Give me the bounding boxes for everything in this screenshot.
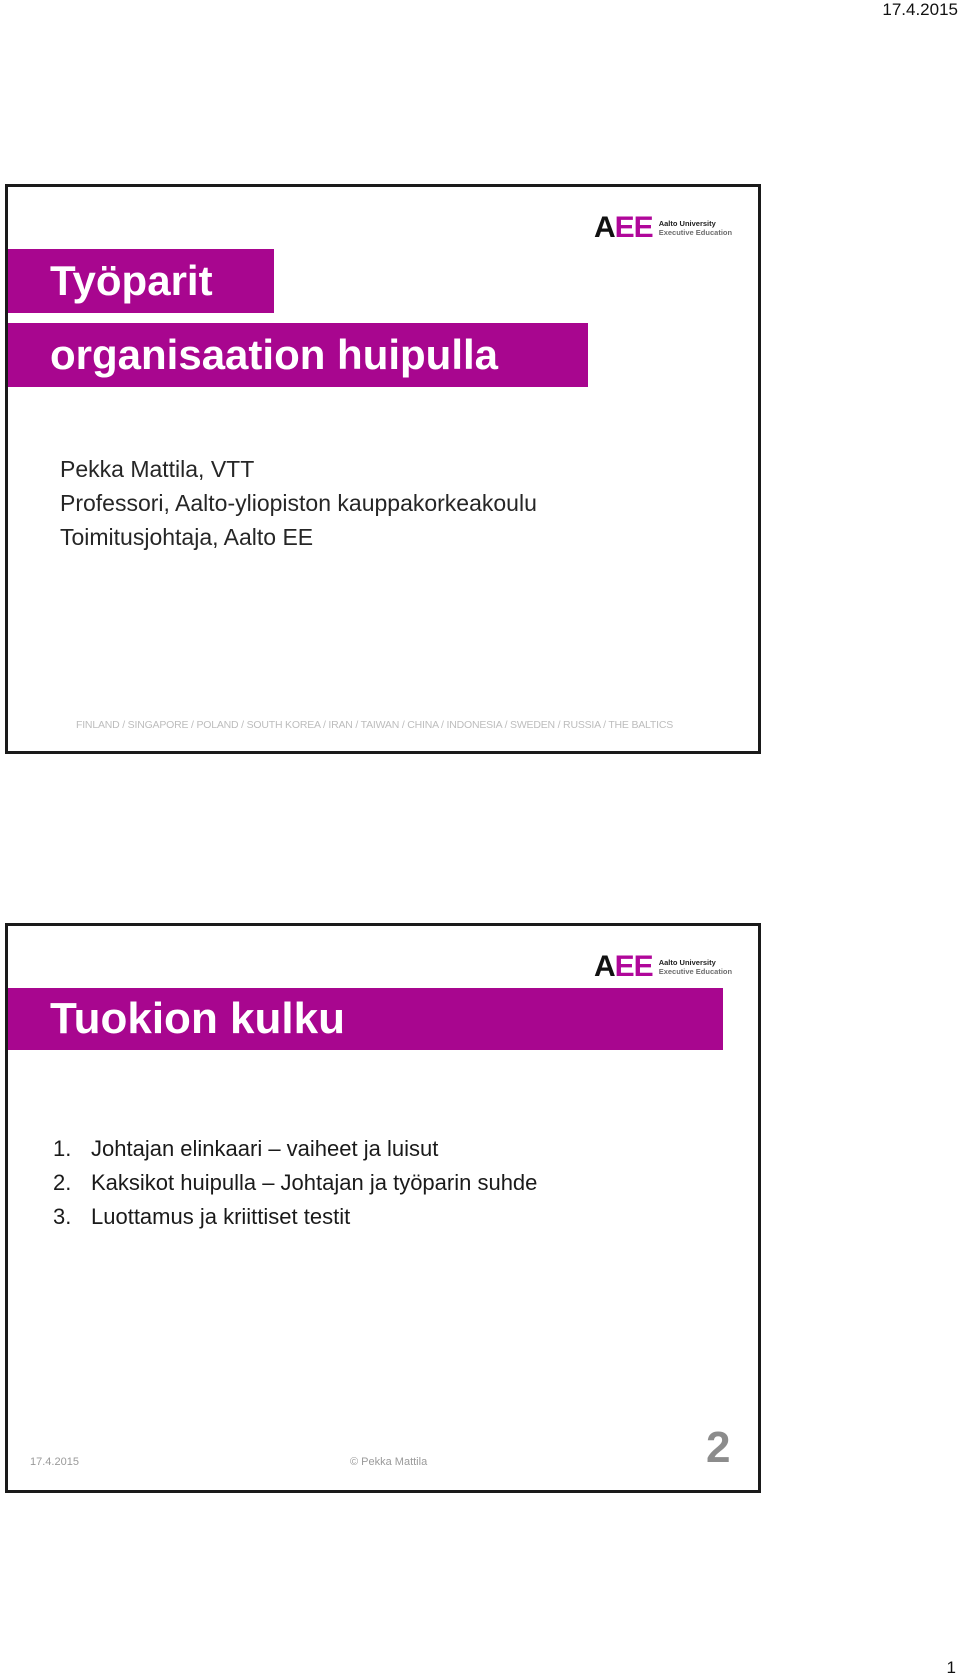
agenda-item-text: Luottamus ja kriittiset testit: [91, 1204, 351, 1229]
author-name: Pekka Mattila, VTT: [60, 456, 255, 482]
author-role-ceo: Toimitusjohtaja, Aalto EE: [60, 524, 314, 550]
aee-logo-mark: [594, 952, 653, 982]
agenda-item-number: 1.: [53, 1136, 72, 1161]
logo-mark-a: A: [594, 211, 615, 244]
countries-footer: FINLAND / SINGAPORE / POLAND / SOUTH KOREA / IRAN / TAIWAN / CHINA / INDONESIA / SWEDEN / RUSSIA / THE BALTICS: [76, 719, 674, 731]
logo-mark-ee: EE: [614, 211, 653, 244]
aalto-ee-logo: [594, 952, 732, 982]
page-number: 1: [946, 1658, 956, 1677]
slide-2: [5, 923, 761, 1493]
agenda-item: [53, 1132, 537, 1166]
agenda-item-number: 3.: [53, 1204, 72, 1229]
slide-number: 2: [706, 1423, 731, 1472]
agenda-item-text: Johtajan elinkaari – vaiheet ja luisut: [91, 1136, 439, 1161]
page-header-date: 17.4.2015: [882, 0, 958, 19]
agenda-item-number: 2.: [53, 1170, 72, 1195]
aee-logo-mark: [594, 213, 653, 243]
agenda-item-text: Kaksikot huipulla – Johtajan ja työparin suhde: [91, 1170, 538, 1195]
slide-footer-date: 17.4.2015: [30, 1456, 79, 1468]
logo-mark-ee: EE: [614, 950, 653, 983]
logo-line-university: Aalto University: [658, 219, 716, 228]
author-role-professor: Professori, Aalto-yliopiston kauppakorkeakoulu: [60, 490, 537, 516]
logo-text: [659, 958, 732, 976]
slide-title-line-2: organisaation huipulla: [8, 323, 588, 387]
logo-text: [659, 219, 732, 237]
logo-line-university: Aalto University: [658, 958, 716, 967]
slide-1: [5, 184, 761, 754]
slide-footer-copyright: © Pekka Mattila: [350, 1456, 428, 1468]
aalto-ee-logo: [594, 213, 732, 243]
logo-mark-a: A: [594, 950, 615, 983]
agenda-item: [53, 1166, 537, 1200]
agenda-item: [53, 1200, 537, 1234]
slide-title: Tuokion kulku: [8, 988, 723, 1050]
author-block: [60, 452, 537, 554]
agenda-list: [53, 1132, 537, 1234]
logo-line-executive: Executive Education: [658, 967, 733, 976]
logo-line-executive: Executive Education: [658, 228, 733, 237]
slide-title-line-1: Työparit: [8, 249, 274, 313]
